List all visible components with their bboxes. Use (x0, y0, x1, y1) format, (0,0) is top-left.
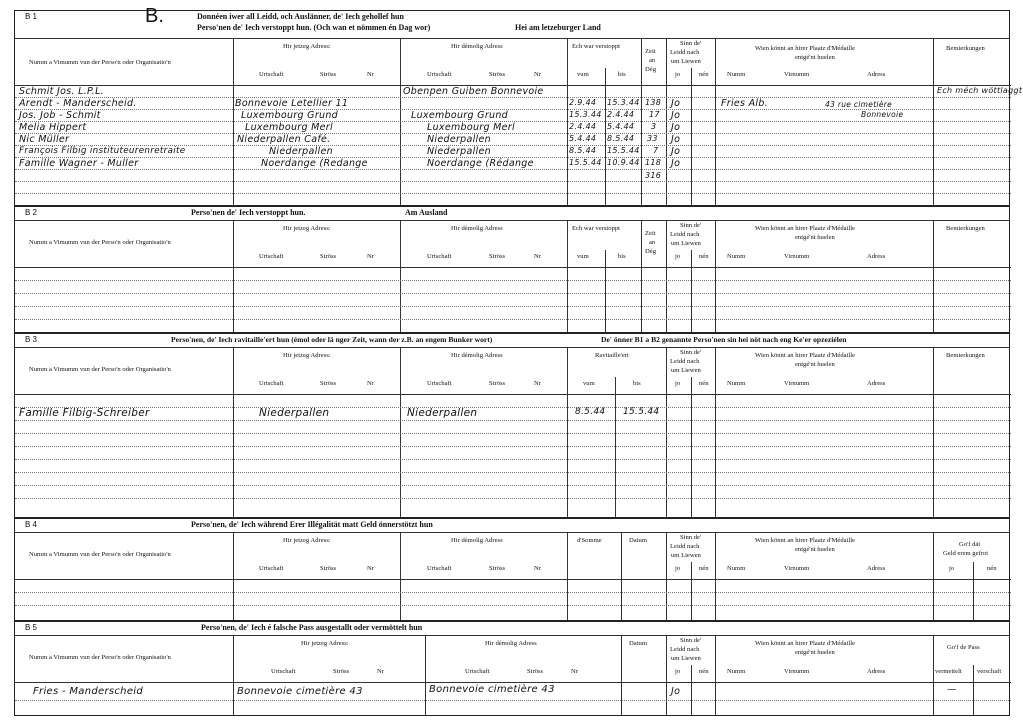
b1-yes: Jo (671, 158, 681, 169)
col-yes: jo (675, 565, 681, 572)
col-remarks: Bemierkungen (946, 352, 985, 359)
col-numm: Numm (727, 565, 746, 572)
b3-cur: Niederpallen (259, 407, 330, 419)
b1-to: 2.4.44 (607, 110, 635, 119)
col-numm: Numm (727, 253, 746, 260)
col-street: Ströss (333, 668, 350, 675)
b3-from: 8.5.44 (575, 407, 606, 417)
col-vimumm: Virnumm (784, 253, 810, 260)
col-to: bis (618, 71, 626, 78)
b3-former: Niederpallen (407, 407, 478, 419)
section-b1 (14, 5, 1023, 206)
header-line1: Donnéen iwer all Leidd, och Auslänner, de' Iech gehollef hun (197, 12, 404, 21)
col-suffered: um Liewen (671, 367, 701, 374)
section-title: Perso'nen de' Iech verstoppt hun. (191, 208, 306, 217)
col-remarks: Bemierkungen (946, 45, 985, 52)
col-suffered: um Liewen (671, 58, 701, 65)
col-former-addr: Hir démolig Adress (451, 225, 503, 232)
header-line2b: Hei am letzeburger Land (515, 23, 601, 32)
b1-from: 15.5.44 (569, 158, 602, 167)
col-nr: Nr (534, 565, 541, 572)
section-title2: Am Ausland (405, 208, 448, 217)
b5-yes: Jo (671, 686, 681, 697)
col-current-addr: Hir jetzeg Adress: (283, 352, 331, 359)
col-former-addr: Hir démolig Adress (451, 352, 503, 359)
col-suffered: Leidd nach (670, 543, 700, 550)
col-time: Zeit (645, 230, 656, 237)
section-b3 (14, 333, 1010, 518)
b5-name: Fries - Manderscheid (33, 686, 143, 697)
col-date: Datum (629, 537, 647, 544)
b1-name: Schmit Jos. L.P.L. (19, 86, 104, 97)
b1-from: 15.3.44 (569, 110, 602, 119)
col-suffered: Sinn de' (680, 40, 702, 47)
col-yes: jo (675, 380, 681, 387)
col-suffered: Sinn de' (680, 222, 702, 229)
col-vimumm: Virnumm (784, 565, 810, 572)
form-page (14, 5, 1023, 716)
col-street: Ströss (320, 380, 337, 387)
b4-header (15, 519, 1009, 533)
col-nr: Nr (367, 71, 374, 78)
col-no: nén (987, 565, 997, 572)
b1-name: François Filbig instituteurenretraite (19, 146, 186, 156)
b3-name: Famille Filbig-Schreiber (19, 407, 150, 419)
section-title2: De' önner B1 a B2 genannte Perso'nen sin hei nöt nach eng Ke'er opzeziélen (601, 335, 847, 344)
b1-header (15, 5, 1009, 39)
b1-from: 2.4.44 (569, 122, 597, 131)
b3-header (15, 334, 1009, 348)
b1-former: Obenpen Guiben Bonnevoie (403, 86, 544, 97)
col-yes: jo (675, 668, 681, 675)
col-street: Ströss (320, 71, 337, 78)
b1-days: 33 (647, 134, 658, 143)
col-locality: Urtschaft (427, 565, 452, 572)
col-nr: Nr (534, 253, 541, 260)
b1-former: Noerdange (Rédange (427, 158, 534, 169)
col-current-addr: Hir jetzeg Adress: (283, 43, 331, 50)
col-yes: jo (675, 71, 681, 78)
col-suffered: Sinn de' (680, 349, 702, 356)
b1-to: 15.3.44 (607, 98, 640, 107)
col-remarks: Bemierkungen (946, 225, 985, 232)
section-code: B 2 (25, 208, 38, 217)
col-no: nén (699, 71, 709, 78)
col-yes: jo (949, 565, 955, 572)
col-numm: Numm (727, 668, 746, 675)
section-b2 (14, 206, 1010, 333)
b5-former: Bonnevoie cimetière 43 (429, 684, 555, 695)
b1-name: Nic Müller (19, 134, 70, 145)
col-street: Ströss (320, 253, 337, 260)
col-medal: entgé'nt huelen (795, 361, 835, 368)
col-to: bis (618, 253, 626, 260)
col-from: vum (577, 71, 589, 78)
section-code: B 4 (25, 520, 38, 529)
col-vimumm: Virnumm (784, 71, 810, 78)
col-adress: Adress (867, 71, 886, 78)
col-no: nén (699, 668, 709, 675)
col-no: nén (699, 565, 709, 572)
b1-cur: Bonnevoie Letellier 11 (235, 98, 349, 109)
col-medal: entgé'nt huelen (795, 54, 835, 61)
col-time: Dég (645, 66, 656, 73)
b1-medal: Fries Alb. (721, 98, 769, 109)
col-name: Numm a Vimumm vun der Perso'n oder Organisatio'n (29, 551, 171, 558)
col-medal: Wien könnt an hirer Plaatz d'Médaille (755, 225, 855, 232)
col-no: nén (699, 380, 709, 387)
col-numm: Numm (727, 71, 746, 78)
section-title: Perso'nen, de' Iech während Erer Illégalität matt Geld önnerstötzt hun (191, 520, 433, 529)
col-medal: entgé'nt huelen (795, 234, 835, 241)
col-name: Numm a Vimumm vun der Perso'n oder Organisatio'n (29, 239, 171, 246)
col-locality: Urtschaft (259, 253, 284, 260)
b1-remark: Ech méch wöttlaggt (937, 86, 1023, 95)
b1-medal-addr: 43 rue cimetière (825, 100, 893, 109)
col-nr: Nr (367, 253, 374, 260)
col-name: Numm a Vimumm vun der Perso'n oder Organisatio'n (29, 59, 171, 66)
col-nr: Nr (571, 668, 578, 675)
b5-pass: — (947, 684, 957, 695)
b1-yes: Jo (671, 134, 681, 145)
col-locality: Urtschaft (259, 565, 284, 572)
b1-name: Arendt - Manderscheid. (19, 98, 137, 109)
col-to: bis (633, 380, 641, 387)
col-suffered: Leidd nach (670, 49, 700, 56)
section-b4 (14, 518, 1010, 621)
b1-former: Niederpallen (427, 146, 491, 157)
b1-name: Jos. Job - Schmit (19, 110, 101, 121)
b1-total: 316 (645, 171, 662, 180)
b1-cur: Niederpallen Café. (237, 134, 331, 145)
col-suffered: um Liewen (671, 655, 701, 662)
col-locality: Urtschaft (271, 668, 296, 675)
col-money: Geld erem gefrot (943, 550, 989, 557)
b1-to: 5.4.44 (607, 122, 635, 131)
b1-days: 138 (645, 98, 662, 107)
b1-from: 2.9.44 (569, 98, 597, 107)
col-medal: entgé'nt huelen (795, 546, 835, 553)
col-adress: Adress (867, 668, 886, 675)
col-suffered: Leidd nach (670, 231, 700, 238)
col-no: nén (699, 253, 709, 260)
col-time: an (649, 57, 656, 64)
b1-to: 8.5.44 (607, 134, 635, 143)
col-time: an (649, 239, 656, 246)
b1-name: Famille Wagner - Muller (19, 158, 139, 169)
col-locality: Urtschaft (259, 71, 284, 78)
col-suffered: Sinn de' (680, 637, 702, 644)
col-street: Ströss (489, 565, 506, 572)
b1-medal-addr: Bonnevoie (861, 110, 904, 119)
b1-name: Melia Hippert (19, 122, 87, 133)
col-locality: Urtschaft (427, 71, 452, 78)
b1-cur: Niederpallen (269, 146, 333, 157)
col-locality: Urtschaft (465, 668, 490, 675)
b1-days: 17 (649, 110, 660, 119)
b1-former: Luxembourg Grund (411, 110, 508, 121)
b5-cur: Bonnevoie cimetière 43 (237, 686, 363, 697)
col-nr: Nr (534, 71, 541, 78)
col-name: Numm a Vimumm vun der Perso'n oder Organisatio'n (29, 366, 171, 373)
col-street: Ströss (527, 668, 544, 675)
col-sum: d'Somme (577, 537, 602, 544)
col-suffered: Leidd nach (670, 646, 700, 653)
b5-header (15, 622, 1009, 636)
section-title: Perso'nen, de' Iech ravitaille'ert hun (émol oder lä nger Zeit, wann der z.B. an engem Bunker wort) (171, 335, 493, 344)
col-time: Dég (645, 248, 656, 255)
b1-former: Luxembourg Merl (427, 122, 515, 133)
col-medal: Wien könnt an hirer Plaatz d'Médaille (755, 352, 855, 359)
col-pass-ordered: verschaft (977, 668, 1002, 675)
b1-cur: Luxembourg Grund (241, 110, 338, 121)
b1-yes: Jo (671, 98, 681, 109)
col-former-addr: Hir démolig Adress (451, 537, 503, 544)
col-vimumm: Virnumm (784, 668, 810, 675)
col-former-addr: Hir démolig Adress (485, 640, 537, 647)
b1-yes: Jo (671, 110, 681, 121)
col-suffered: um Liewen (671, 552, 701, 559)
b1-former: Niederpallen (427, 134, 491, 145)
col-numm: Numm (727, 380, 746, 387)
col-nr: Nr (367, 565, 374, 572)
b1-cur: Noerdange (Redange (261, 158, 368, 169)
col-hidden: Ech war verstoppt (572, 43, 620, 50)
col-name: Numm a Vimumm vun der Perso'n oder Organisatio'n (29, 654, 171, 661)
b3-to: 15.5.44 (623, 407, 660, 417)
col-date: Datum (629, 640, 647, 647)
col-from: vum (577, 253, 589, 260)
header-line2a: Perso'nen de' Iech verstoppt hun. (Och wan et nömmen én Dag wor) (197, 23, 431, 32)
col-locality: Urtschaft (259, 380, 284, 387)
b1-to: 10.9.44 (607, 158, 640, 167)
b1-yes: Jo (671, 146, 681, 157)
section-code: B 5 (25, 623, 38, 632)
section-code: B 1 (25, 12, 38, 21)
col-street: Ströss (320, 565, 337, 572)
form-letter: B. (145, 5, 164, 27)
col-suffered: Sinn de' (680, 534, 702, 541)
section-code: B 3 (25, 335, 38, 344)
col-current-addr: Hir jetzeg Adress: (283, 225, 331, 232)
col-yes: jo (675, 253, 681, 260)
col-nr: Nr (534, 380, 541, 387)
col-nr: Nr (367, 380, 374, 387)
col-current-addr: Hir jetzeg Adress: (301, 640, 349, 647)
col-medal: entgé'nt huelen (795, 649, 835, 656)
col-supplied: Ravitaille'ert (595, 352, 629, 359)
col-street: Ströss (489, 253, 506, 260)
col-adress: Adress (867, 380, 886, 387)
col-suffered: um Liewen (671, 240, 701, 247)
b1-from: 5.4.44 (569, 134, 597, 143)
col-pass: Go'f de Pass (947, 644, 980, 651)
col-medal: Wien könnt an hirer Plaatz d'Médaille (755, 45, 855, 52)
b1-days: 118 (645, 158, 662, 167)
col-hidden: Ech war verstoppt (572, 225, 620, 232)
section-b5 (14, 621, 1010, 716)
col-medal: Wien könnt an hirer Plaatz d'Médaille (755, 537, 855, 544)
col-former-addr: Hir démolig Adress (451, 43, 503, 50)
col-time: Zeit (645, 48, 656, 55)
col-street: Ströss (489, 71, 506, 78)
b1-to: 15.5.44 (607, 146, 640, 155)
col-vimumm: Virnumm (784, 380, 810, 387)
col-pass-returned: vermettelt (935, 668, 962, 675)
b1-yes: Jo (671, 122, 681, 133)
col-suffered: Leidd nach (670, 358, 700, 365)
b1-from: 8.5.44 (569, 146, 597, 155)
b1-days: 7 (653, 146, 659, 155)
col-adress: Adress (867, 253, 886, 260)
section-title: Perso'nen, de' Iech é falsche Pass ausgestallt oder vermöttelt hun (201, 623, 423, 632)
b2-header (15, 207, 1009, 221)
col-street: Ströss (489, 380, 506, 387)
col-medal: Wien könnt an hirer Plaatz d'Médaille (755, 640, 855, 647)
col-from: vum (583, 380, 595, 387)
b1-cur: Luxembourg Merl (245, 122, 333, 133)
col-locality: Urtschaft (427, 253, 452, 260)
col-current-addr: Hir jetzeg Adress: (283, 537, 331, 544)
col-nr: Nr (377, 668, 384, 675)
col-adress: Adress (867, 565, 886, 572)
col-locality: Urtschaft (427, 380, 452, 387)
b1-days: 3 (651, 122, 657, 131)
col-money: Go'f dät (959, 541, 981, 548)
